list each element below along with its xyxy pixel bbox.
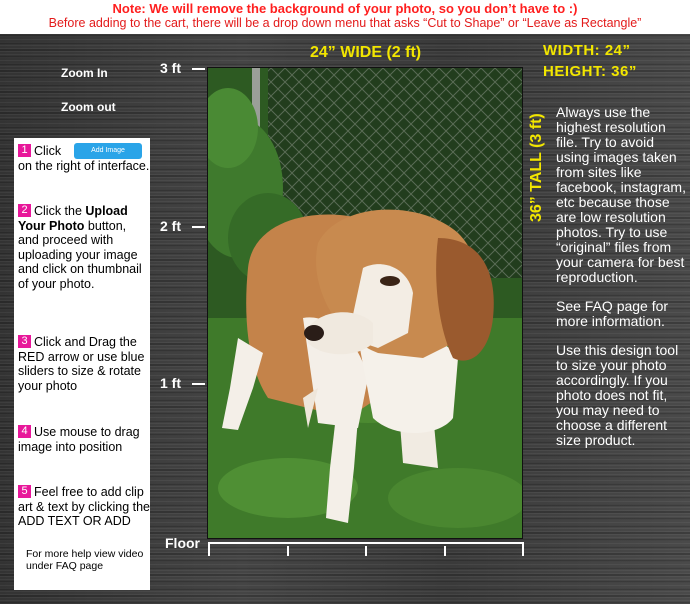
ruler-tick <box>192 226 205 228</box>
guidance-resolution: Always use the highest resolution file. Try to avoid using images taken from sites like facebook, instagram, etc because those are low resolution photos. Try to use “original” files from your camera for best reproduction. <box>556 104 686 285</box>
instruction-step-3 <box>18 335 150 393</box>
width-caption: 24” WIDE (2 ft) <box>310 44 422 61</box>
notes-banner <box>0 0 690 34</box>
floor-tick <box>208 544 210 556</box>
instructions-panel <box>14 138 150 590</box>
floor-tick <box>365 546 367 556</box>
note-background-removal: Note: We will remove the background of your photo, so you don’t have to :) <box>112 1 578 16</box>
dog-photo[interactable] <box>207 67 523 539</box>
step-text: on the right of interface. <box>18 158 150 173</box>
step-text: Click the <box>34 204 86 218</box>
step-number: 1 <box>18 144 31 157</box>
step-text: Use mouse to drag image into position <box>18 425 140 454</box>
guidance-size: Use this design tool to size your photo accordingly. If you photo does not fit, you may need to choose a different size product. <box>556 342 679 448</box>
instruction-step-4 <box>18 425 150 454</box>
ruler-label-1ft: 1 ft <box>160 375 181 391</box>
floor-tick <box>287 546 289 556</box>
height-caption: 36” TALL (3 ft) <box>528 113 545 222</box>
step-text: Click and Drag the RED arrow or use blue sliders to size & rotate your photo <box>18 335 145 393</box>
add-image-button[interactable]: Add Image <box>74 143 142 159</box>
dog-photo-illustration <box>208 68 522 538</box>
step-number: 2 <box>18 204 31 217</box>
zoom-in-button[interactable]: Zoom In <box>61 66 108 80</box>
width-spec: WIDTH: 24” <box>543 42 631 59</box>
step-number: 4 <box>18 425 31 438</box>
ruler-label-floor: Floor <box>165 535 200 551</box>
ruler-tick <box>192 68 205 70</box>
step-number: 3 <box>18 335 31 348</box>
guidance-text <box>556 105 690 462</box>
instruction-step-5 <box>18 485 150 529</box>
ruler-label-3ft: 3 ft <box>160 60 181 76</box>
ruler-label-2ft: 2 ft <box>160 218 181 234</box>
floor-line <box>208 542 524 544</box>
instruction-step-1 <box>18 144 150 173</box>
step-emphasis: Upload Your Photo <box>18 204 128 233</box>
floor-tick <box>444 546 446 556</box>
guidance-faq: See FAQ page for more information. <box>556 298 669 329</box>
instruction-step-2 <box>18 204 150 291</box>
step-number: 5 <box>18 485 31 498</box>
help-note: For more help view video under FAQ page <box>26 548 144 572</box>
step-text: Feel free to add clip art & text by clicking the ADD TEXT OR ADD <box>18 485 151 528</box>
height-spec: HEIGHT: 36” <box>543 63 637 80</box>
step-text: button, and proceed with uploading your image and click on thumbnail of your photo. <box>18 218 142 291</box>
zoom-out-button[interactable]: Zoom out <box>61 100 116 114</box>
floor-tick <box>522 544 524 556</box>
ruler-tick <box>192 383 205 385</box>
note-cut-option: Before adding to the cart, there will be a drop down menu that asks “Cut to Shape” or “Leave as Rectangle” <box>48 16 642 30</box>
step-text: Click <box>34 144 62 158</box>
